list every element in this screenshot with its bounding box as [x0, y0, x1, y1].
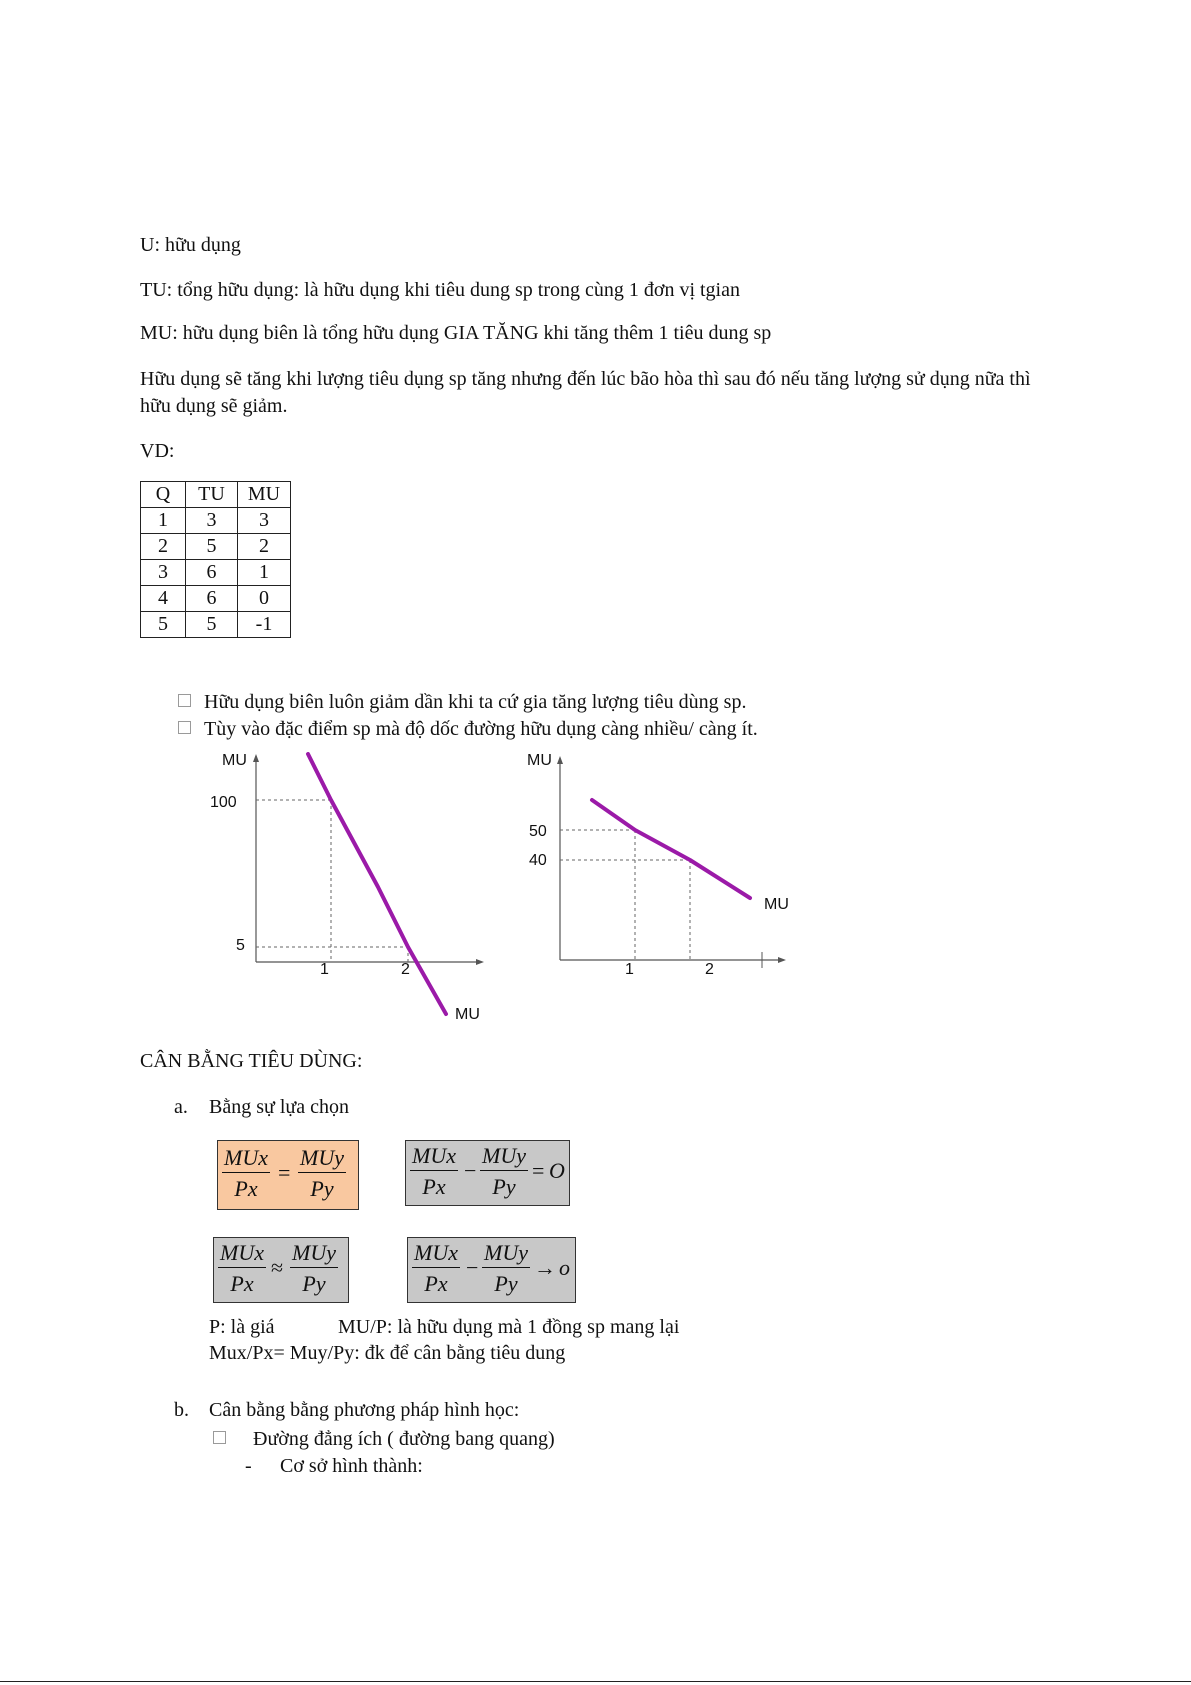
graph-1 — [200, 752, 500, 1032]
def-mu: MU: hữu dụng biên là tổng hữu dụng GIA TĂNG khi tăng thêm 1 tiêu dung sp — [140, 322, 772, 344]
def-u: U: hữu dụng — [140, 234, 241, 256]
table-cell: 1 — [141, 508, 186, 534]
bullet-1: Hữu dụng biên luôn giảm dần khi ta cứ gia tăng lượng tiêu dùng sp. — [204, 691, 747, 713]
graph-2-x-arrow-icon — [778, 957, 786, 963]
fraction-muy-py: MUy Py — [300, 1145, 344, 1201]
graph-1-y-label: MU — [222, 752, 247, 769]
table-cell: -1 — [238, 612, 291, 638]
example-label: VD: — [140, 440, 175, 462]
fraction-mux-px: MUx Px — [224, 1145, 268, 1201]
graph-2 — [520, 752, 800, 992]
formula-approx-box — [213, 1237, 349, 1303]
sub-bullet-indifference-curve: Đường đẳng ích ( đường bang quang) — [253, 1428, 555, 1450]
graph-1-y-tick-100: 100 — [210, 794, 237, 811]
fraction-muy-py: MUy Py — [292, 1240, 336, 1296]
table-header-row — [141, 482, 291, 508]
dash-marker: - — [245, 1455, 252, 1477]
zero-symbol: O — [549, 1158, 565, 1183]
section-a-text: Bằng sự lựa chọn — [209, 1096, 349, 1118]
graph-2-curve-label: MU — [764, 896, 789, 913]
note-mu-per-price: MU/P: là hữu dụng mà 1 đồng sp mang lại — [338, 1316, 680, 1338]
dash-item-basis: Cơ sở hình thành: — [280, 1455, 423, 1477]
section-b-marker: b. — [174, 1399, 189, 1421]
table-header-tu: TU — [186, 482, 238, 508]
section-title: CÂN BẰNG TIÊU DÙNG: — [140, 1050, 363, 1072]
def-tu: TU: tổng hữu dụng: là hữu dụng khi tiêu dung sp trong cùng 1 đơn vị tgian — [140, 279, 740, 301]
table-cell: 5 — [186, 534, 238, 560]
bullet-box-icon — [213, 1431, 226, 1444]
table-row — [141, 560, 291, 586]
graph-1-y-arrow-icon — [253, 754, 259, 762]
arrow-icon: → — [534, 1255, 556, 1280]
note-equilibrium-condition: Mux/Px= Muy/Py: đk để cân bằng tiêu dung — [209, 1342, 566, 1364]
graph-2-x-tick-1: 1 — [625, 961, 634, 978]
table-row — [141, 508, 291, 534]
formula-difference-tends-zero-box — [407, 1237, 576, 1303]
bullet-box-icon — [178, 721, 191, 734]
table-header-mu: MU — [238, 482, 291, 508]
graph-1-x-tick-2: 2 — [401, 961, 410, 978]
table-cell: 6 — [186, 586, 238, 612]
page-bottom-rule — [0, 1681, 1191, 1682]
graph-1-x-arrow-icon — [476, 959, 484, 965]
table-row — [141, 534, 291, 560]
graph-1-curve-label: MU — [455, 1006, 480, 1023]
graph-1-x-tick-1: 1 — [320, 961, 329, 978]
table-cell: 5 — [141, 612, 186, 638]
table-cell: 6 — [186, 560, 238, 586]
bullet-2: Tùy vào đặc điểm sp mà độ dốc đường hữu dụng càng nhiều/ càng ít. — [204, 718, 758, 740]
formula-equal-box — [217, 1140, 359, 1210]
table-cell: 5 — [186, 612, 238, 638]
graph-2-y-tick-50: 50 — [529, 823, 547, 840]
bullet-box-icon — [178, 694, 191, 707]
table-cell: 2 — [238, 534, 291, 560]
graph-2-mu-curve — [592, 800, 750, 898]
utility-table — [140, 481, 291, 638]
graph-1-y-tick-5: 5 — [236, 937, 245, 954]
table-cell: 2 — [141, 534, 186, 560]
graph-2-y-tick-40: 40 — [529, 852, 547, 869]
graph-2-y-label: MU — [527, 752, 552, 769]
equals-sign: = — [278, 1160, 291, 1185]
fraction-mux-px: MUx Px — [414, 1240, 458, 1296]
section-b-text: Cân bằng bằng phương pháp hình học: — [209, 1399, 520, 1421]
fraction-mux-px: MUx Px — [220, 1240, 264, 1296]
zero-symbol: o — [559, 1255, 570, 1280]
graph-2-y-arrow-icon — [557, 756, 563, 764]
table-cell: 3 — [186, 508, 238, 534]
note-price: P: là giá — [209, 1316, 275, 1338]
equals-sign: = — [532, 1158, 545, 1183]
table-row — [141, 586, 291, 612]
table-cell: 3 — [238, 508, 291, 534]
table-row — [141, 612, 291, 638]
table-cell: 1 — [238, 560, 291, 586]
table-cell: 0 — [238, 586, 291, 612]
minus-sign: − — [466, 1255, 479, 1280]
fraction-muy-py: MUy Py — [484, 1240, 528, 1296]
formula-difference-zero-box — [405, 1140, 570, 1206]
fraction-muy-py: MUy Py — [482, 1143, 526, 1199]
table-cell: 3 — [141, 560, 186, 586]
minus-sign: − — [464, 1158, 477, 1183]
section-a-marker: a. — [174, 1096, 188, 1118]
graph-2-x-tick-2: 2 — [705, 961, 714, 978]
def-description: Hữu dụng sẽ tăng khi lượng tiêu dụng sp tăng nhưng đến lúc bão hòa thì sau đó nếu tăng lượng sử dụng nữa thì hữu dụng sẽ giảm. — [140, 368, 1031, 417]
table-header-q: Q — [141, 482, 186, 508]
table-cell: 4 — [141, 586, 186, 612]
approx-sign: ≈ — [271, 1255, 284, 1280]
fraction-mux-px: MUx Px — [412, 1143, 456, 1199]
